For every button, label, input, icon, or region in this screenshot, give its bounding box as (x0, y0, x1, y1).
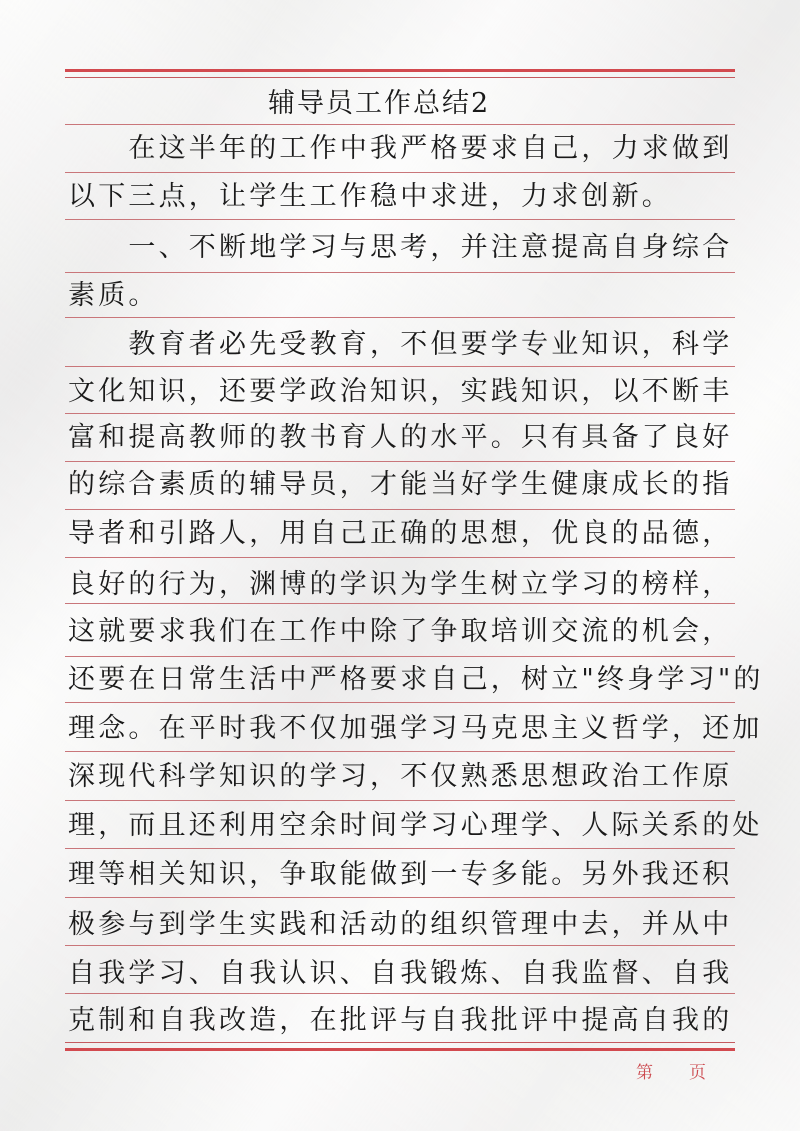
text-line: 理念。在平时我不仅加强学习马克思主义哲学，还加 (68, 713, 763, 744)
text-line: 良好的行为，渊博的学识为学生树立学习的榜样， (68, 569, 733, 600)
text-line: 深现代科学知识的学习，不仅熟悉思想政治工作原 (68, 761, 733, 792)
text-line: 这就要求我们在工作中除了争取培训交流的机会， (68, 616, 733, 647)
page-suffix: 页 (689, 1063, 706, 1083)
ruled-line (65, 702, 735, 703)
text-line: 一、不断地学习与思考，并注意提高自身综合 (68, 232, 733, 263)
ruled-line (65, 751, 735, 752)
text-line: 富和提高教师的教书育人的水平。只有具备了良好 (68, 422, 733, 453)
ruled-line (65, 509, 735, 510)
ruled-line (65, 461, 735, 462)
ruled-line (65, 603, 735, 604)
ruled-line (65, 413, 735, 414)
ruled-line (65, 557, 735, 558)
ruled-line (65, 172, 735, 173)
top-border-thin (65, 77, 735, 78)
text-line: 以下三点，让学生工作稳中求进，力求创新。 (68, 181, 672, 212)
page-prefix: 第 (636, 1063, 653, 1083)
ruled-line (65, 317, 735, 318)
ruled-line (65, 124, 735, 125)
text-line: 还要在日常生活中严格要求自己，树立"终身学习"的 (68, 664, 764, 695)
ruled-line (65, 272, 735, 273)
text-line: 教育者必先受教育，不但要学专业知识，科学 (68, 329, 733, 360)
top-border-thick (65, 69, 735, 72)
page-number-label (636, 1058, 706, 1083)
ruled-line (65, 993, 735, 994)
document-title: 辅导员工作总结2 (268, 88, 491, 119)
text-line: 导者和引路人，用自己正确的思想，优良的品德， (68, 518, 733, 549)
ruled-line (65, 656, 735, 657)
text-line: 极参与到学生实践和活动的组织管理中去，并从中 (68, 909, 733, 940)
text-line: 在这半年的工作中我严格要求自己，力求做到 (68, 133, 733, 164)
text-line: 文化知识，还要学政治知识，实践知识，以不断丰 (68, 376, 733, 407)
ruled-line (65, 219, 735, 220)
bottom-border-thin (65, 1042, 735, 1043)
ruled-line (65, 848, 735, 849)
ruled-line (65, 945, 735, 946)
text-line: 自我学习、自我认识、自我锻炼、自我监督、自我 (68, 958, 733, 989)
text-line: 理等相关知识，争取能做到一专多能。另外我还积 (68, 859, 733, 890)
text-line: 素质。 (68, 280, 159, 311)
ruled-line (65, 800, 735, 801)
text-line: 克制和自我改造，在批评与自我批评中提高自我的 (68, 1005, 733, 1036)
ruled-line (65, 366, 735, 367)
bottom-border-thick (65, 1048, 735, 1051)
ruled-line (65, 897, 735, 898)
text-line: 的综合素质的辅导员，才能当好学生健康成长的指 (68, 469, 733, 500)
text-line: 理，而且还利用空余时间学习心理学、人际关系的处 (68, 810, 763, 841)
